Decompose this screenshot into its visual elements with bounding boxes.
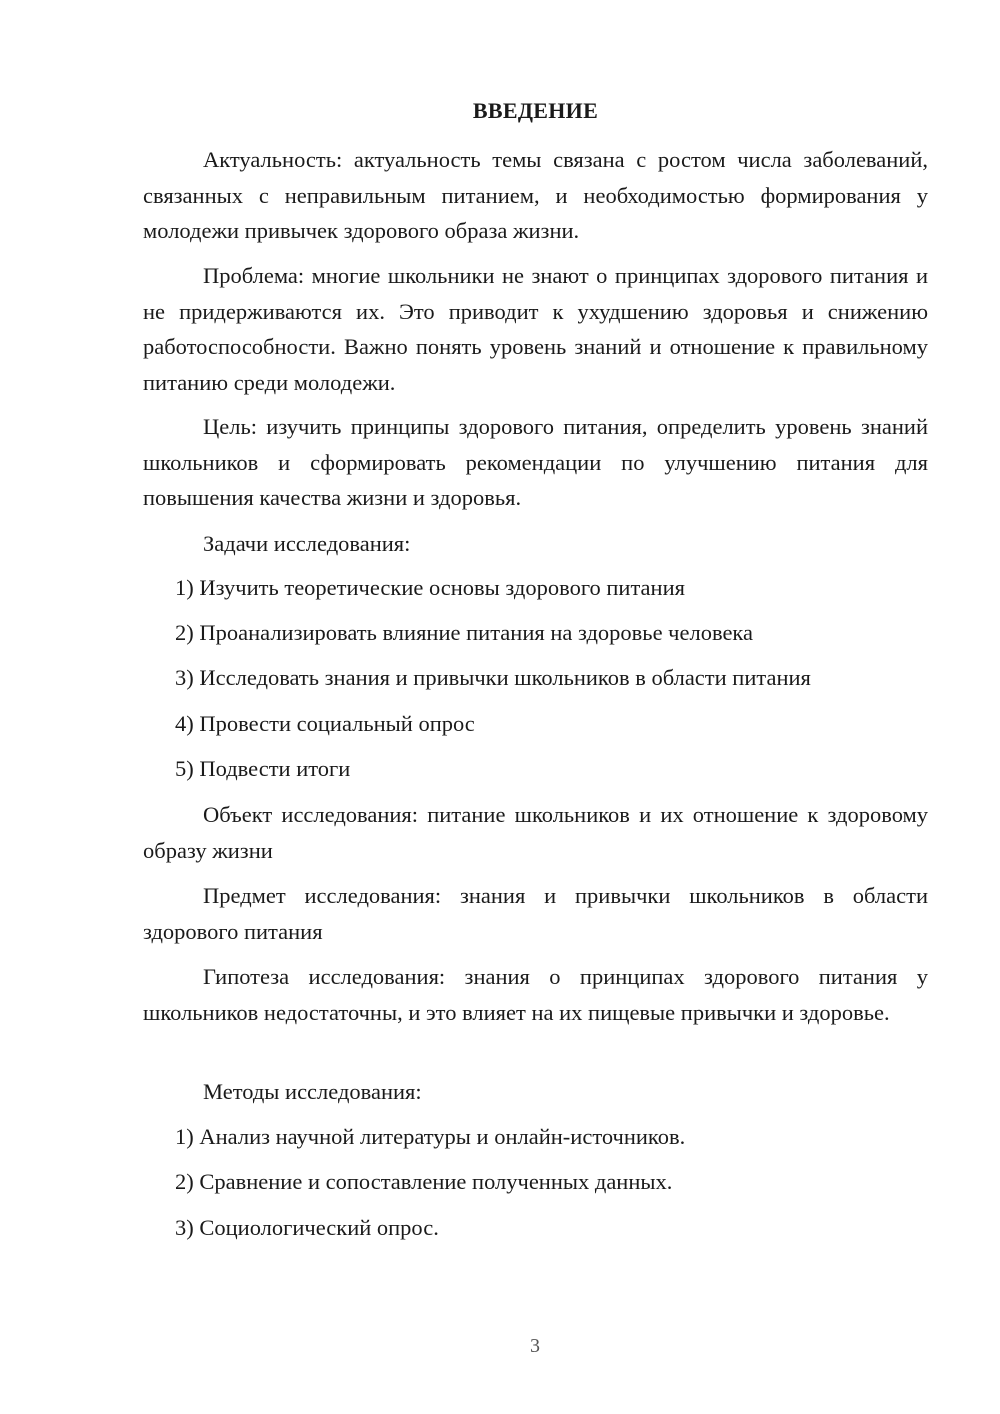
subject-paragraph: Предмет исследования: знания и привычки школьников в области здорового питания xyxy=(143,883,928,944)
tasks-title: Задачи исследования: xyxy=(203,531,411,556)
task-item-5: 5) Подвести итоги xyxy=(175,756,351,781)
relevance-paragraph: Актуальность: актуальность темы связана с ростом числа заболеваний, связанных с неправильным питанием, и необходимостью формирования у молодежи привычек здорового образа жизни. xyxy=(143,147,928,243)
section-heading: ВВЕДЕНИЕ xyxy=(472,98,599,123)
object-paragraph: Объект исследования: питание школьников и их отношение к здоровому образу жизни xyxy=(143,802,928,863)
task-item-2: 2) Проанализировать влияние питания на здоровье человека xyxy=(175,620,754,645)
task-item-1: 1) Изучить теоретические основы здорового питания xyxy=(175,575,685,600)
method-item-3: 3) Социологический опрос. xyxy=(175,1215,439,1240)
problem-paragraph: Проблема: многие школьники не знают о принципах здорового питания и не придерживаются их. Это приводит к ухудшению здоровья и снижению работоспособности. Важно понять уровень знаний и отношение к правильному питанию среди молодежи. xyxy=(143,263,928,395)
task-item-4: 4) Провести социальный опрос xyxy=(175,711,475,736)
methods-title: Методы исследования: xyxy=(203,1079,422,1104)
hypothesis-paragraph: Гипотеза исследования: знания о принципах здорового питания у школьников недостаточны, и это влияет на их пищевые привычки и здоровье. xyxy=(143,964,928,1025)
goal-paragraph: Цель: изучить принципы здорового питания, определить уровень знаний школьников и сформировать рекомендации по улучшению питания для повышения качества жизни и здоровья. xyxy=(143,414,928,510)
page-number: 3 xyxy=(530,1335,540,1357)
method-item-2: 2) Сравнение и сопоставление полученных данных. xyxy=(175,1169,673,1194)
task-item-3: 3) Исследовать знания и привычки школьников в области питания xyxy=(175,665,811,690)
method-item-1: 1) Анализ научной литературы и онлайн-источников. xyxy=(175,1124,686,1149)
